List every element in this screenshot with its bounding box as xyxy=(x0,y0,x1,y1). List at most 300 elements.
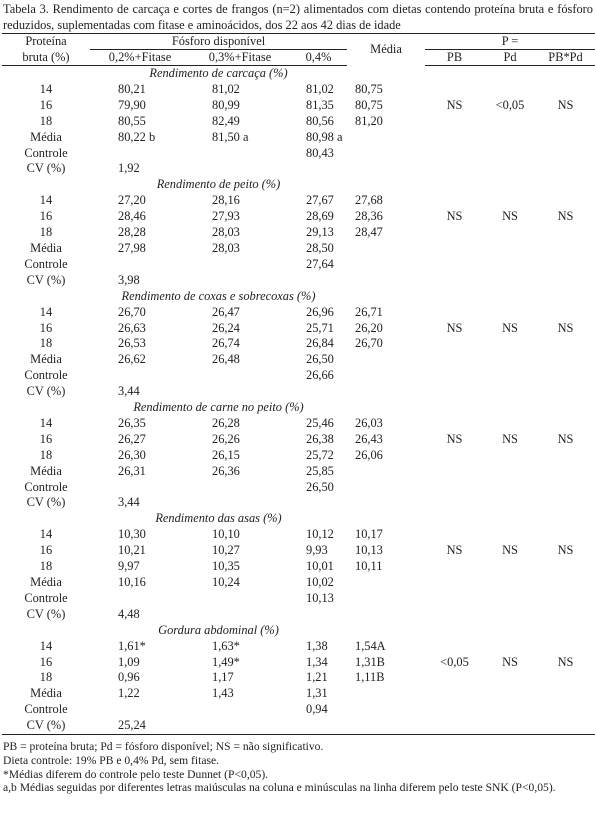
table-row xyxy=(2,305,595,321)
table-row xyxy=(2,416,595,432)
footnote-control-diet: Dieta controle: 19% PB e 0,4% Pd, sem fitase. xyxy=(3,753,220,767)
cell-p-pd: NS xyxy=(502,209,518,224)
cell-media: 26,70 xyxy=(355,336,383,351)
cell-02-fitase: 25,24 xyxy=(90,718,190,734)
row-label: CV (%) xyxy=(26,606,66,621)
cell-03-fitase: 81,50 a xyxy=(212,129,249,144)
cell-p-pb: NS xyxy=(446,320,463,335)
cell-02-fitase: 10,16 xyxy=(118,575,146,589)
cell-02-fitase: 3,44 xyxy=(118,384,140,399)
row-label: 18 xyxy=(39,447,53,462)
cell-04 xyxy=(290,607,347,623)
row-label: 14 xyxy=(39,415,53,430)
table-row xyxy=(2,257,595,273)
cell-p-pb: NS xyxy=(446,97,463,112)
cell-03-fitase xyxy=(190,607,290,623)
cell-p-pd xyxy=(484,702,536,718)
cell-p-pd xyxy=(484,384,536,400)
row-label: Controle xyxy=(24,479,68,494)
cell-p-pd xyxy=(484,686,536,702)
section-title-spacer xyxy=(536,511,595,527)
cell-02-fitase: 27,20 xyxy=(118,193,146,208)
cell-02-fitase: 80,21 xyxy=(118,81,146,96)
cell-p-pbpd xyxy=(536,480,595,496)
cell-02-fitase: 26,31 xyxy=(118,463,146,478)
cell-p-pb xyxy=(425,257,484,273)
table-row xyxy=(2,82,595,98)
row-label: 14 xyxy=(39,193,53,208)
header-protein-line2: bruta (%) xyxy=(2,50,90,66)
row-label: 18 xyxy=(39,670,53,685)
cell-p-pd xyxy=(484,718,536,734)
row-label: 16 xyxy=(39,209,53,224)
cell-media xyxy=(347,495,425,511)
cell-p-pb xyxy=(425,416,484,432)
header-col-pbpd: PB*Pd xyxy=(536,50,595,66)
cell-p-pb xyxy=(425,686,484,702)
cell-p-pbpd xyxy=(536,273,595,289)
section-title-spacer xyxy=(536,623,595,639)
cell-p-pd xyxy=(484,559,536,575)
section-title-spacer xyxy=(347,400,425,416)
table-row xyxy=(2,718,595,734)
table-row xyxy=(2,368,595,384)
cell-04: 1,38 xyxy=(306,638,328,653)
cell-03-fitase: 1,43 xyxy=(212,686,234,701)
cell-02-fitase: 80,22 b xyxy=(118,129,156,144)
cell-02-fitase: 26,70 xyxy=(118,304,146,319)
cell-p-pd xyxy=(484,639,536,655)
cell-p-pd xyxy=(484,591,536,607)
row-label: CV (%) xyxy=(26,384,66,399)
cell-p-pb xyxy=(425,559,484,575)
row-label: Média xyxy=(30,575,62,589)
cell-p-pb xyxy=(425,305,484,321)
cell-p-pd xyxy=(484,130,536,146)
cell-02-fitase: 26,53 xyxy=(118,336,146,351)
table-row xyxy=(2,273,595,289)
section-title-spacer xyxy=(347,177,425,193)
table-row xyxy=(2,543,595,559)
section-title-spacer xyxy=(425,623,484,639)
cell-02-fitase: 0,96 xyxy=(118,670,140,685)
cell-media xyxy=(347,591,425,607)
cell-02-fitase xyxy=(90,480,190,496)
cell-p-pb xyxy=(425,82,484,98)
cell-p-pbpd xyxy=(536,82,595,98)
cell-03-fitase xyxy=(190,702,290,718)
table-row xyxy=(2,591,595,607)
cell-p-pd xyxy=(484,305,536,321)
cell-p-pb xyxy=(425,193,484,209)
cell-02-fitase: 26,35 xyxy=(118,415,146,430)
cell-media: 26,20 xyxy=(355,320,383,335)
cell-02-fitase xyxy=(90,702,190,718)
cell-03-fitase: 82,49 xyxy=(212,113,240,128)
cell-p-pd xyxy=(484,448,536,464)
row-label: 16 xyxy=(39,97,53,112)
cell-04: 80,43 xyxy=(306,145,334,160)
cell-p-pbpd xyxy=(536,718,595,734)
cell-p-pbpd xyxy=(536,686,595,702)
header-col-pb: PB xyxy=(425,50,484,66)
section-title-row xyxy=(2,511,595,527)
section-title: Rendimento de carne no peito (%) xyxy=(133,400,304,415)
cell-02-fitase: 10,30 xyxy=(118,527,146,542)
cell-03-fitase xyxy=(190,161,290,177)
cell-media: 10,17 xyxy=(355,527,383,542)
row-label: Média xyxy=(30,240,62,255)
cell-p-pd xyxy=(484,82,536,98)
cell-p-pd xyxy=(484,607,536,623)
cell-02-fitase: 80,55 xyxy=(118,113,146,128)
section-title-spacer xyxy=(2,289,90,305)
table-row xyxy=(2,352,595,368)
row-label: 16 xyxy=(39,654,53,669)
header-phosphorus-group: Fósforo disponível xyxy=(90,34,347,50)
cell-media xyxy=(347,241,425,257)
cell-p-pbpd xyxy=(536,352,595,368)
cell-p-pb xyxy=(425,273,484,289)
cell-p-pbpd xyxy=(536,448,595,464)
footnote-dunnet: *Médias diferem do controle pelo teste Dunnet (P<0,05). xyxy=(3,767,269,781)
cell-p-pbpd xyxy=(536,575,595,591)
section-title-row xyxy=(2,66,595,82)
section-title-spacer xyxy=(347,66,425,82)
cell-02-fitase: 26,30 xyxy=(118,447,146,462)
table-row xyxy=(2,384,595,400)
cell-p-pd xyxy=(484,146,536,162)
cell-02-fitase: 1,61* xyxy=(118,638,146,653)
cell-p-pd: NS xyxy=(502,543,518,558)
cell-p-pbpd xyxy=(536,161,595,177)
section-title-row xyxy=(2,623,595,639)
cell-02-fitase xyxy=(90,591,190,607)
table-row xyxy=(2,686,595,702)
section-title-spacer xyxy=(536,177,595,193)
section-title-row xyxy=(2,177,595,193)
cell-02-fitase xyxy=(90,146,190,162)
cell-03-fitase: 26,47 xyxy=(212,304,240,319)
section-title-spacer xyxy=(536,400,595,416)
row-label: Controle xyxy=(24,368,68,383)
cell-04: 26,66 xyxy=(306,368,334,383)
cell-p-pb xyxy=(425,146,484,162)
cell-p-pb xyxy=(425,336,484,352)
cell-03-fitase xyxy=(190,146,290,162)
cell-media xyxy=(347,161,425,177)
cell-03-fitase: 27,93 xyxy=(212,209,240,224)
cell-02-fitase: 9,97 xyxy=(118,559,140,574)
cell-media xyxy=(347,575,425,591)
table-row xyxy=(2,98,595,114)
section-title: Rendimento de carcaça (%) xyxy=(149,66,288,80)
cell-p-pb xyxy=(425,161,484,177)
cell-03-fitase: 26,36 xyxy=(212,463,240,478)
cell-02-fitase: 3,44 xyxy=(118,495,140,510)
cell-02-fitase: 27,98 xyxy=(118,240,146,255)
footnote-snk: a,b Médias seguidas por diferentes letras maiúsculas na coluna e minúsculas na linha diferem pelo teste SNK (P<0,05). xyxy=(3,781,556,795)
cell-p-pbpd xyxy=(536,305,595,321)
cell-p-pbpd xyxy=(536,257,595,273)
cell-04: 27,64 xyxy=(306,256,334,271)
cell-02-fitase: 1,09 xyxy=(118,654,140,669)
section-title: Gordura abdominal (%) xyxy=(158,622,279,637)
table-row xyxy=(2,114,595,130)
cell-p-pbpd: NS xyxy=(557,654,574,669)
cell-p-pd xyxy=(484,575,536,591)
cell-p-pb xyxy=(425,241,484,257)
table-row xyxy=(2,670,595,686)
row-label: Controle xyxy=(24,702,68,717)
cell-p-pb xyxy=(425,527,484,543)
table-row xyxy=(2,336,595,352)
table-row xyxy=(2,607,595,623)
section-title-spacer xyxy=(484,623,536,639)
cell-p-pd xyxy=(484,527,536,543)
cell-02-fitase: 4,48 xyxy=(118,606,140,621)
header-col-03-fitase: 0,3%+Fitase xyxy=(190,50,290,66)
cell-media: 26,43 xyxy=(355,431,383,446)
cell-p-pd xyxy=(484,336,536,352)
cell-p-pbpd xyxy=(536,495,595,511)
header-media: Média xyxy=(347,34,425,66)
cell-p-pd xyxy=(484,273,536,289)
cell-media xyxy=(347,352,425,368)
cell-04: 10,13 xyxy=(306,590,334,605)
cell-p-pb xyxy=(425,368,484,384)
cell-03-fitase: 26,28 xyxy=(212,415,240,430)
section-title-spacer xyxy=(347,511,425,527)
cell-media xyxy=(347,702,425,718)
table-row xyxy=(2,448,595,464)
cell-04: 1,31 xyxy=(306,686,328,701)
cell-04: 27,67 xyxy=(306,193,334,208)
cell-p-pd xyxy=(484,464,536,480)
cell-04: 25,71 xyxy=(306,320,334,335)
row-label: CV (%) xyxy=(2,718,90,734)
table-row xyxy=(2,639,595,655)
cell-03-fitase: 10,10 xyxy=(212,527,240,542)
cell-media xyxy=(347,718,425,734)
cell-p-pbpd xyxy=(536,464,595,480)
cell-p-pd xyxy=(484,416,536,432)
cell-p-pb xyxy=(425,114,484,130)
table-row xyxy=(2,655,595,671)
cell-p-pb xyxy=(425,225,484,241)
cell-04: 10,02 xyxy=(306,575,334,589)
cell-02-fitase: 10,21 xyxy=(118,543,146,558)
cell-p-pb xyxy=(425,480,484,496)
cell-02-fitase: 79,90 xyxy=(118,97,146,112)
cell-03-fitase xyxy=(190,591,290,607)
cell-p-pd: NS xyxy=(502,431,518,446)
cell-p-pbpd xyxy=(536,193,595,209)
cell-media: 10,13 xyxy=(355,543,383,558)
cell-p-pbpd xyxy=(536,591,595,607)
cell-04: 0,94 xyxy=(306,702,328,717)
cell-02-fitase xyxy=(90,368,190,384)
cell-p-pb xyxy=(425,352,484,368)
cell-03-fitase xyxy=(190,273,290,289)
cell-p-pd xyxy=(484,161,536,177)
table-row xyxy=(2,225,595,241)
cell-02-fitase: 28,46 xyxy=(118,209,146,224)
section-title-row xyxy=(2,289,595,305)
table-row xyxy=(2,480,595,496)
row-label: 18 xyxy=(39,113,53,128)
cell-p-pd xyxy=(484,670,536,686)
cell-media: 26,06 xyxy=(355,447,383,462)
cell-p-pbpd xyxy=(536,241,595,257)
cell-media xyxy=(347,384,425,400)
footnotes xyxy=(3,740,593,795)
cell-p-pbpd xyxy=(536,639,595,655)
cell-p-pbpd xyxy=(536,146,595,162)
cell-p-pd xyxy=(484,480,536,496)
header-protein-line1: Proteína xyxy=(2,34,90,50)
cell-media xyxy=(347,686,425,702)
section-title-spacer xyxy=(2,177,90,193)
table-row xyxy=(2,432,595,448)
cell-media: 27,68 xyxy=(355,193,383,208)
cell-p-pb xyxy=(425,670,484,686)
table-row xyxy=(2,575,595,591)
section-title-spacer xyxy=(2,511,90,527)
cell-p-pb xyxy=(425,639,484,655)
cell-03-fitase: 80,99 xyxy=(212,97,240,112)
cell-03-fitase xyxy=(190,480,290,496)
cell-03-fitase: 28,16 xyxy=(212,193,240,208)
table-body xyxy=(2,66,595,735)
cell-04: 81,35 xyxy=(306,97,334,112)
cell-p-pb: NS xyxy=(446,209,463,224)
cell-p-pb xyxy=(425,607,484,623)
cell-03-fitase xyxy=(190,718,290,734)
section-title-spacer xyxy=(347,289,425,305)
cell-p-pb xyxy=(425,575,484,591)
results-table xyxy=(2,33,595,735)
cell-p-pb xyxy=(425,591,484,607)
cell-03-fitase: 26,15 xyxy=(212,447,240,462)
row-label: 14 xyxy=(39,81,53,96)
cell-p-pb: NS xyxy=(446,431,463,446)
cell-04: 28,50 xyxy=(306,240,334,255)
cell-03-fitase: 81,02 xyxy=(212,81,240,96)
row-label: Média xyxy=(30,352,62,367)
row-label: 18 xyxy=(39,336,53,351)
cell-03-fitase: 10,24 xyxy=(212,575,240,589)
cell-p-pb xyxy=(425,495,484,511)
cell-03-fitase xyxy=(190,368,290,384)
cell-p-pbpd xyxy=(536,416,595,432)
cell-04 xyxy=(290,718,347,734)
cell-media xyxy=(347,130,425,146)
cell-media: 81,20 xyxy=(355,113,383,128)
row-label: 18 xyxy=(39,559,53,574)
row-label: CV (%) xyxy=(26,161,66,176)
cell-media xyxy=(347,257,425,273)
cell-03-fitase: 1,63* xyxy=(212,638,240,653)
cell-02-fitase: 26,62 xyxy=(118,352,146,367)
cell-02-fitase: 26,27 xyxy=(118,431,146,446)
header-col-pd: Pd xyxy=(484,50,536,66)
section-title-spacer xyxy=(425,177,484,193)
table-row xyxy=(2,241,595,257)
cell-p-pbpd xyxy=(536,336,595,352)
cell-p-pb xyxy=(425,464,484,480)
cell-04: 25,72 xyxy=(306,447,334,462)
cell-04: 26,50 xyxy=(306,352,334,367)
cell-03-fitase: 10,27 xyxy=(212,543,240,558)
cell-03-fitase: 1,49* xyxy=(212,654,240,669)
cell-04: 10,12 xyxy=(306,527,334,542)
cell-p-pbpd: NS xyxy=(557,209,574,224)
table-row xyxy=(2,209,595,225)
row-label: 16 xyxy=(39,320,53,335)
row-label: Controle xyxy=(24,145,68,160)
cell-media xyxy=(347,368,425,384)
cell-p-pbpd xyxy=(536,225,595,241)
cell-p-pbpd xyxy=(536,702,595,718)
cell-03-fitase: 10,35 xyxy=(212,559,240,574)
table-row xyxy=(2,130,595,146)
section-title-spacer xyxy=(484,177,536,193)
table-row xyxy=(2,495,595,511)
cell-04: 1,21 xyxy=(306,670,328,685)
cell-04: 25,85 xyxy=(306,463,334,478)
footnote-abbreviations: PB = proteína bruta; Pd = fósforo disponível; NS = não significativo. xyxy=(3,740,324,753)
cell-04: 26,50 xyxy=(306,479,334,494)
cell-p-pb: <0,05 xyxy=(440,654,469,669)
table-row xyxy=(2,161,595,177)
cell-p-pd xyxy=(484,257,536,273)
section-title-spacer xyxy=(484,511,536,527)
cell-p-pbpd xyxy=(536,130,595,146)
section-title-spacer xyxy=(425,289,484,305)
cell-02-fitase: 26,63 xyxy=(118,320,146,335)
cell-p-pd: <0,05 xyxy=(495,97,525,112)
cell-04: 80,98 a xyxy=(306,129,343,144)
cell-04: 1,34 xyxy=(306,654,328,669)
cell-03-fitase: 26,74 xyxy=(212,336,240,351)
row-label: 16 xyxy=(39,543,53,558)
cell-02-fitase xyxy=(90,257,190,273)
header-p-group: P = xyxy=(425,34,595,50)
row-label: Média xyxy=(30,463,62,478)
cell-03-fitase: 28,03 xyxy=(212,225,240,240)
cell-04: 80,56 xyxy=(306,113,334,128)
cell-04: 25,46 xyxy=(306,415,334,430)
section-title-spacer xyxy=(484,289,536,305)
cell-media: 28,36 xyxy=(355,209,383,224)
cell-media: 1,54A xyxy=(355,638,386,653)
cell-p-pb xyxy=(425,384,484,400)
row-label: Média xyxy=(30,129,62,144)
cell-03-fitase: 26,26 xyxy=(212,431,240,446)
row-label: 14 xyxy=(39,304,53,319)
row-label: Controle xyxy=(24,590,68,605)
cell-p-pbpd: NS xyxy=(557,320,574,335)
cell-p-pd xyxy=(484,495,536,511)
table-row xyxy=(2,321,595,337)
row-label: 14 xyxy=(39,527,53,542)
cell-p-pb xyxy=(425,448,484,464)
cell-p-pbpd xyxy=(536,559,595,575)
section-title-spacer xyxy=(2,400,90,416)
section-title-spacer xyxy=(484,66,536,82)
section-title-spacer xyxy=(425,400,484,416)
